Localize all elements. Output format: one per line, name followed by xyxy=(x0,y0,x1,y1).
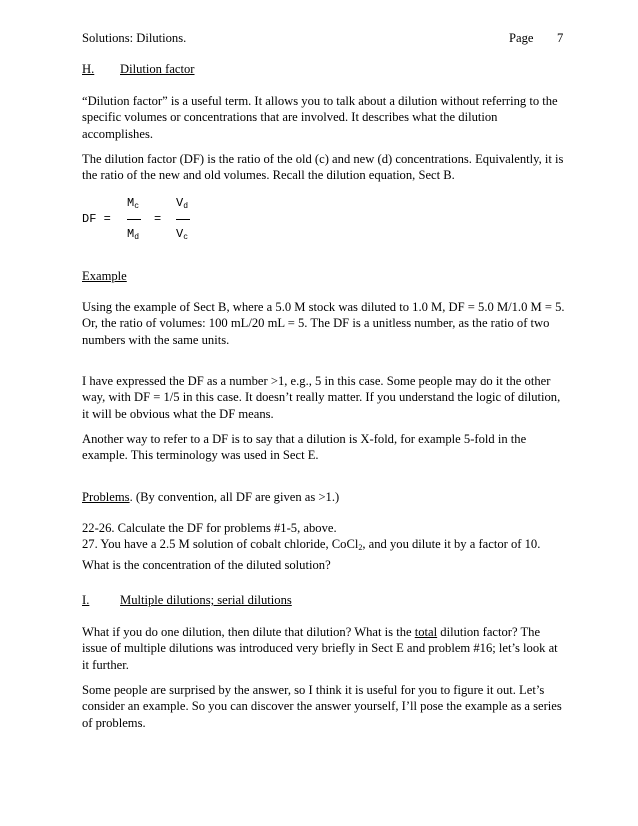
section-h-title: Dilution factor xyxy=(120,62,195,76)
section-h-heading xyxy=(82,62,382,78)
section-h-letter: H. xyxy=(82,62,95,76)
section-i-heading xyxy=(82,593,482,609)
numerator-vd: $V_d$ xyxy=(176,196,189,211)
header-title: Solutions: Dilutions. xyxy=(82,31,187,45)
paragraph-x-fold: Another way to refer to a DF is to say that a dilution is X-fold, for example 5-fold in the example. This terminology was used in Sect E. xyxy=(82,432,527,463)
paragraph-surprise: Some people are surprised by the answer, so I think it is useful for you to figure it out. Let’s consider an example. So you can discover the answer yourself, I’ll pose the example as a series of problems. xyxy=(82,683,562,730)
paragraph-df-definition: The dilution factor (DF) is the ratio of the old (c) and new (d) concentrations. Equivalently, it is the ratio of the new and old volumes. Recall the dilution equation, Sect B. xyxy=(82,152,564,183)
problem-22-26: 22-26. Calculate the DF for problems #1-5, above. xyxy=(82,521,337,535)
numerator-mc: $M_c$ xyxy=(127,196,140,211)
page-header xyxy=(82,31,566,47)
section-i-letter: I. xyxy=(82,593,90,607)
problems-note: . (By convention, all DF are given as >1.) xyxy=(129,490,340,504)
page-number: 7 xyxy=(557,31,564,45)
paragraph-example: Using the example of Sect B, where a 5.0 M stock was diluted to 1.0 M, DF = 5.0 M/1.0 M = 5. Or, the ratio of volumes: 100 mL/20 mL = 5. The DF is a unitless number, as the ratio of two numbers with the same units. xyxy=(82,300,565,347)
section-i-title: Multiple dilutions; serial dilutions xyxy=(120,593,292,607)
equation-lhs: DF = xyxy=(82,212,111,226)
paragraph-multiple-dilutions: What if you do one dilution, then dilute that dilution? What is the total dilution factor? The issue of multiple dilutions was introduced very briefly in Sect E and problem #16; let’s look at it further. xyxy=(82,625,558,672)
denominator-vc: $V_c$ xyxy=(176,227,189,242)
problems-heading xyxy=(82,489,566,505)
paragraph-df-expression: I have expressed the DF as a number >1, e.g., 5 in this case. Some people may do it the other way, with DF = 1/5 in this case. It doesn’t really matter. If you understand the logic of dilution, it will be obvious what the DF means. xyxy=(82,374,561,421)
denominator-md: $M_d$ xyxy=(127,227,140,242)
equation-equals: = xyxy=(154,212,162,226)
fraction-bar-2 xyxy=(176,219,190,220)
problems-label: Problems xyxy=(82,490,130,504)
example-heading: Example xyxy=(82,269,127,283)
problems-list xyxy=(82,520,566,573)
emphasis-total: total xyxy=(414,625,438,639)
page-label: Page xyxy=(509,31,534,45)
problem-27: 27. You have a 2.5 M solution of cobalt chloride, CoCl$_2$, and you dilute it by a factor of 10. What is the concentration of the diluted solution? xyxy=(82,537,541,572)
paragraph-dilution-factor-intro: “Dilution factor” is a useful term. It allows you to talk about a dilution without referring to the specific volumes or concentrations that are involved. It describes what the dilution accomplishes. xyxy=(82,94,558,141)
fraction-bar-1 xyxy=(127,219,141,220)
